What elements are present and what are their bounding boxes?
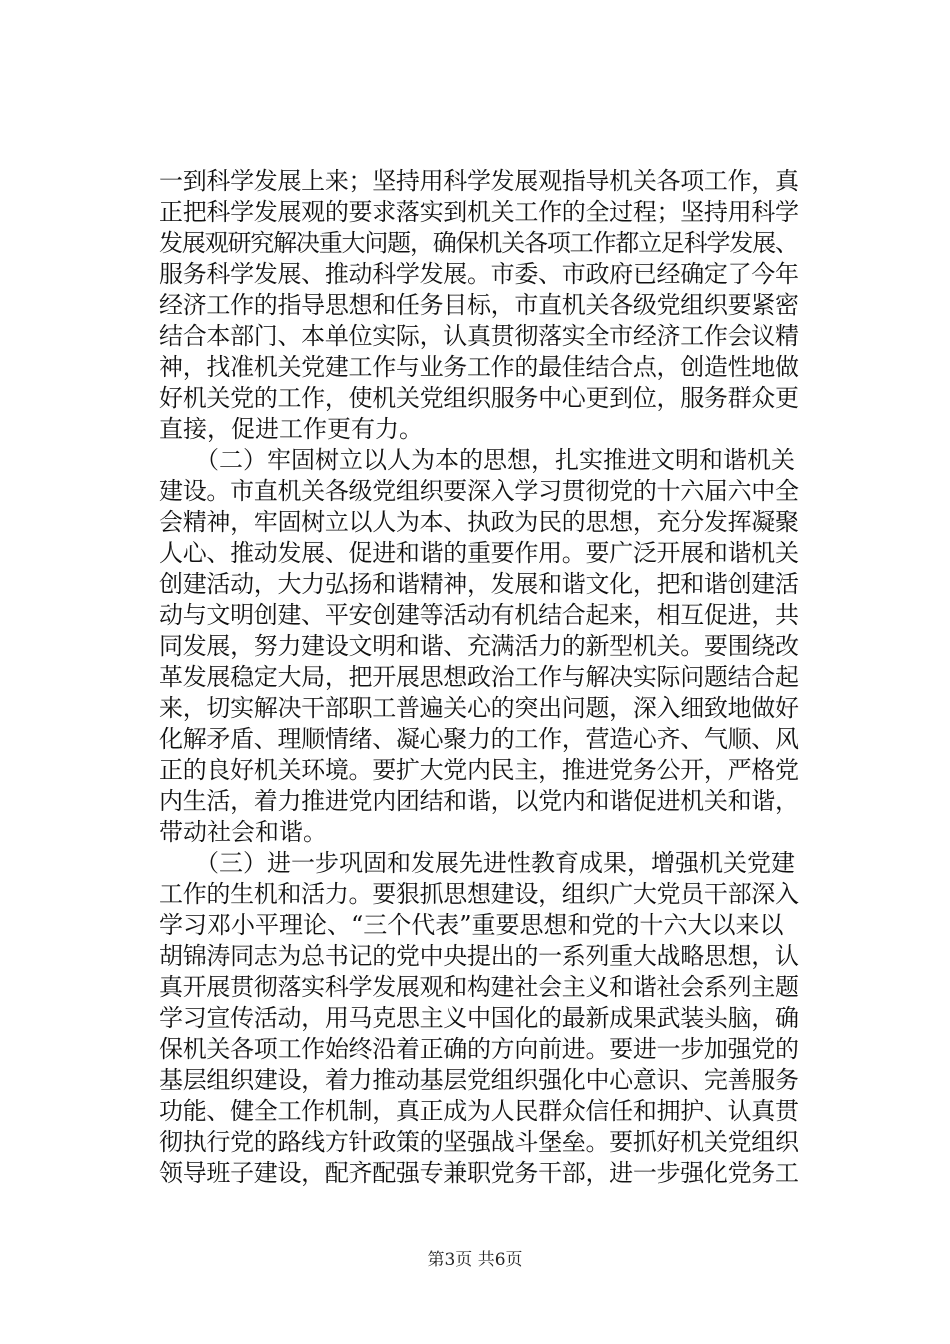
text-line: 学习宣传活动，用马克思主义中国化的最新成果武装头脑，确 xyxy=(159,1004,799,1032)
text-line: 会精神，牢固树立以人为本、执政为民的思想，充分发挥凝聚 xyxy=(159,508,799,536)
text-line: （三）进一步巩固和发展先进性教育成果，增强机关党建 xyxy=(159,849,795,877)
text-line: 功能、健全工作机制，真正成为人民群众信任和拥护、认真贯 xyxy=(159,1097,799,1125)
text-line: 人心、推动发展、促进和谐的重要作用。要广泛开展和谐机关 xyxy=(159,539,799,567)
text-line: 服务科学发展、推动科学发展。市委、市政府已经确定了今年 xyxy=(159,260,799,288)
text-line: 创建活动，大力弘扬和谐精神，发展和谐文化，把和谐创建活 xyxy=(159,570,799,598)
text-line: 正把科学发展观的要求落实到机关工作的全过程；坚持用科学 xyxy=(159,198,799,226)
text-line: 内生活，着力推进党内团结和谐，以党内和谐促进机关和谐， xyxy=(159,787,799,815)
text-line: 结合本部门、本单位实际，认真贯彻落实全市经济工作会议精 xyxy=(159,322,799,350)
text-line: 动与文明创建、平安创建等活动有机结合起来，相互促进，共 xyxy=(159,601,799,629)
text-line: 直接，促进工作更有力。 xyxy=(159,415,423,443)
text-line: 经济工作的指导思想和任务目标，市直机关各级党组织要紧密 xyxy=(159,291,799,319)
text-line: 真开展贯彻落实科学发展观和构建社会主义和谐社会系列主题 xyxy=(159,973,799,1001)
text-line: 革发展稳定大局，把开展思想政治工作与解决实际问题结合起 xyxy=(159,663,799,691)
text-line: 建设。市直机关各级党组织要深入学习贯彻党的十六届六中全 xyxy=(159,477,799,505)
text-line: 化解矛盾、理顺情绪、凝心聚力的工作，营造心齐、气顺、风 xyxy=(159,725,799,753)
text-line: 工作的生机和活力。要狠抓思想建设，组织广大党员干部深入 xyxy=(159,880,799,908)
page-footer: 第3页 共6页 xyxy=(427,1250,523,1270)
text-line: 发展观研究解决重大问题，确保机关各项工作都立足科学发展、 xyxy=(159,229,798,257)
text-line: 正的良好机关环境。要扩大党内民主，推进党务公开，严格党 xyxy=(159,756,799,784)
text-line: 学习邓小平理论、“三个代表”重要思想和党的十六大以来以 xyxy=(159,911,784,939)
text-line: （二）牢固树立以人为本的思想，扎实推进文明和谐机关 xyxy=(159,446,795,474)
text-line: 带动社会和谐。 xyxy=(159,818,327,846)
text-line: 神，找准机关党建工作与业务工作的最佳结合点，创造性地做 xyxy=(159,353,799,381)
text-line: 来，切实解决干部职工普遍关心的突出问题，深入细致地做好 xyxy=(159,694,799,722)
text-line: 同发展，努力建设文明和谐、充满活力的新型机关。要围绕改 xyxy=(159,632,799,660)
text-line: 领导班子建设，配齐配强专兼职党务干部，进一步强化党务工 xyxy=(159,1159,799,1187)
text-line: 好机关党的工作，使机关党组织服务中心更到位，服务群众更 xyxy=(159,384,799,412)
text-line: 保机关各项工作始终沿着正确的方向前进。要进一步加强党的 xyxy=(159,1035,799,1063)
text-line: 彻执行党的路线方针政策的坚强战斗堡垒。要抓好机关党组织 xyxy=(159,1128,799,1156)
text-line: 一到科学发展上来；坚持用科学发展观指导机关各项工作，真 xyxy=(159,167,799,195)
text-line: 基层组织建设，着力推动基层党组织强化中心意识、完善服务 xyxy=(159,1066,799,1094)
text-line: 胡锦涛同志为总书记的党中央提出的一系列重大战略思想，认 xyxy=(159,942,799,970)
body-text xyxy=(159,166,799,1189)
